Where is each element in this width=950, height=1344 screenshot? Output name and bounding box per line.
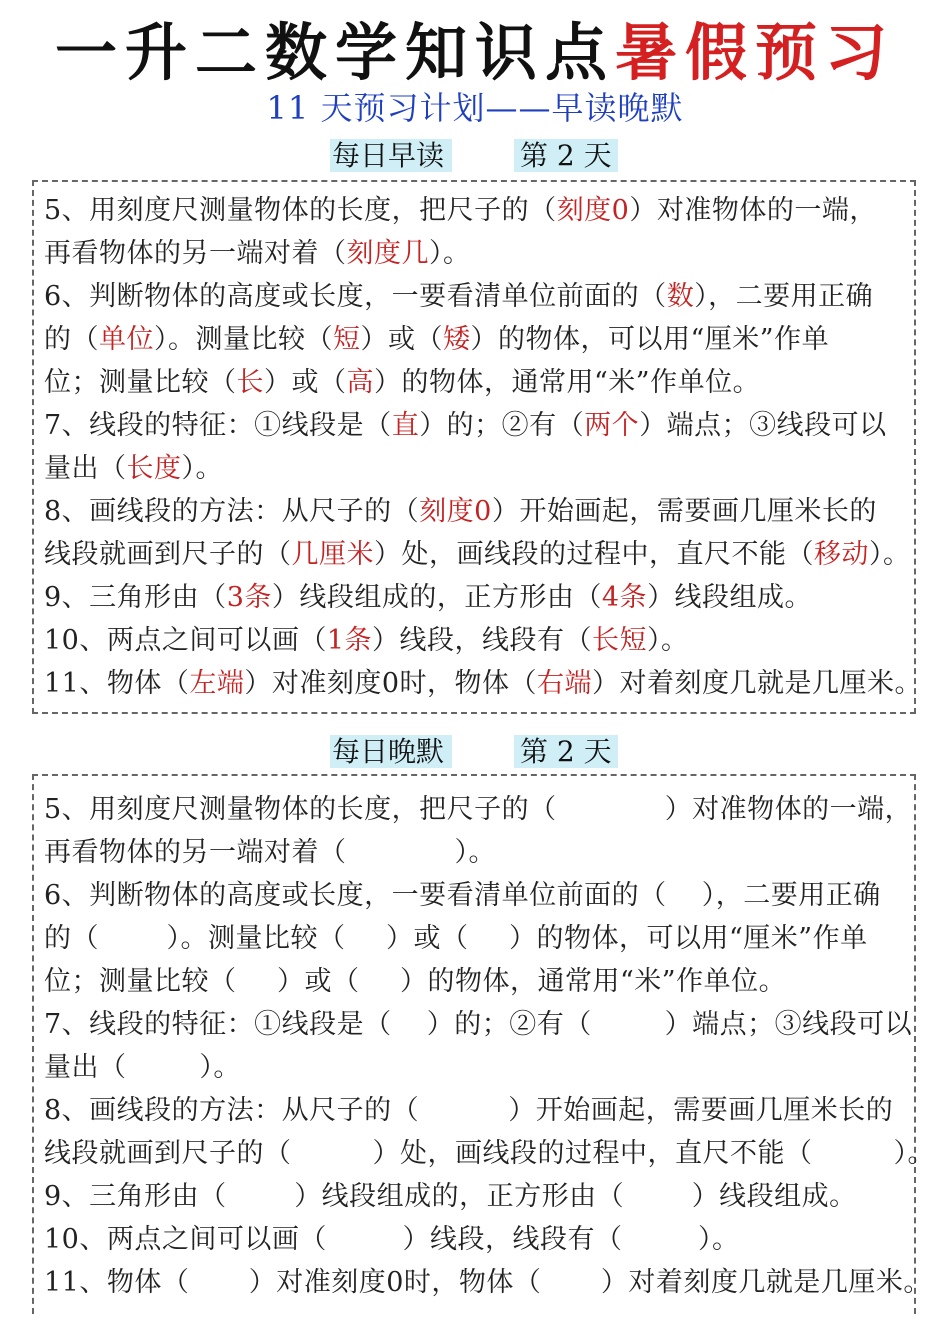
answer-text: 刻度0 bbox=[556, 195, 630, 226]
text-segment: 量出（ bbox=[44, 1052, 127, 1083]
text-segment: ）。 bbox=[869, 539, 911, 570]
answer-text: 移动 bbox=[814, 539, 869, 570]
text-segment: ）。 bbox=[454, 837, 496, 868]
text-segment: 的（ bbox=[44, 324, 99, 355]
evening-item-6-line-3 bbox=[44, 960, 914, 1003]
answer-text: 长短 bbox=[592, 625, 648, 656]
morning-item-6-line-2 bbox=[44, 318, 914, 361]
text-segment: 11、物体（ bbox=[44, 668, 190, 699]
morning-heading bbox=[330, 136, 618, 176]
text-segment: 6、判断物体的高度或长度，一要看清单位前面的（ bbox=[44, 880, 667, 911]
subtitle: 11 天预习计划——早读晚默 bbox=[266, 89, 684, 127]
evening-item-8-line-2 bbox=[44, 1132, 935, 1175]
evening-item-7-line-2 bbox=[44, 1046, 914, 1089]
text-segment: 再看物体的另一端对着（ bbox=[44, 238, 347, 269]
title-black: 一升二数学知识点 bbox=[54, 18, 615, 88]
evening-item-8-line-1 bbox=[44, 1089, 914, 1132]
text-segment: ）端点；③线段可以 bbox=[639, 410, 887, 441]
answer-text: 短 bbox=[333, 324, 361, 355]
text-segment: ），二要用正确 bbox=[694, 281, 874, 312]
text-segment: ）的；②有（ bbox=[426, 1009, 592, 1040]
text-segment: 7、线段的特征：①线段是（ bbox=[44, 410, 392, 441]
morning-day: 第 2 天 bbox=[514, 139, 618, 172]
text-segment: ）对准刻度0时，物体（ bbox=[244, 668, 538, 699]
text-segment: ）或（ bbox=[277, 966, 360, 997]
text-segment: ）线段组成。 bbox=[691, 1181, 857, 1212]
answer-text: 数 bbox=[666, 281, 695, 312]
text-segment: ）。 bbox=[199, 1052, 241, 1083]
morning-item-7-line-2 bbox=[44, 447, 914, 490]
evening-item-9-line-1 bbox=[44, 1175, 914, 1218]
morning-item-9-line-1 bbox=[44, 576, 914, 619]
text-segment: 位；测量比较（ bbox=[44, 367, 237, 398]
evening-item-5-line-1 bbox=[44, 788, 914, 831]
evening-item-5-line-2 bbox=[44, 831, 914, 874]
text-segment: ）线段组成的，正方形由（ bbox=[294, 1181, 625, 1212]
text-segment: 线段就画到尺子的（ bbox=[44, 1138, 292, 1169]
answer-text: 3条 bbox=[226, 582, 272, 613]
answer-text: 两个 bbox=[584, 410, 640, 441]
evening-item-10-line-1 bbox=[44, 1218, 914, 1261]
text-segment: 6、判断物体的高度或长度，一要看清单位前面的（ bbox=[44, 281, 667, 312]
text-segment: 9、三角形由（ bbox=[44, 1181, 227, 1212]
text-segment: ）的物体，可以用“厘米”作单 bbox=[470, 324, 830, 355]
morning-item-5-line-2 bbox=[44, 232, 914, 275]
answer-text: 单位 bbox=[99, 324, 154, 355]
text-segment: ）。 bbox=[429, 238, 471, 269]
answer-text: 矮 bbox=[443, 324, 471, 355]
evening-day: 第 2 天 bbox=[514, 735, 618, 768]
text-segment: ）对准刻度0时，物体（ bbox=[248, 1267, 542, 1298]
text-segment: ）线段组成的，正方形由（ bbox=[271, 582, 602, 613]
text-segment: ）线段组成。 bbox=[647, 582, 813, 613]
morning-item-7-line-1 bbox=[44, 404, 914, 447]
text-segment: ）的物体，通常用“米”作单位。 bbox=[374, 367, 761, 398]
text-segment: ）的物体，通常用“米”作单位。 bbox=[400, 966, 787, 997]
text-segment: ）线段，线段有（ bbox=[402, 1224, 623, 1255]
evening-label: 每日晚默 bbox=[330, 735, 452, 768]
text-segment: ）。 bbox=[181, 453, 223, 484]
text-segment: ）开始画起，需要画几厘米长的 bbox=[508, 1095, 894, 1126]
text-segment: ）开始画起，需要画几厘米长的 bbox=[491, 496, 877, 527]
text-segment: ）的；②有（ bbox=[419, 410, 585, 441]
morning-item-10-line-1 bbox=[44, 619, 914, 662]
text-segment: 7、线段的特征：①线段是（ bbox=[44, 1009, 392, 1040]
answer-text: 右端 bbox=[537, 668, 593, 699]
text-segment: 8、画线段的方法：从尺子的（ bbox=[44, 496, 420, 527]
text-segment: 5、用刻度尺测量物体的长度，把尺子的（ bbox=[44, 794, 557, 825]
text-segment: ）或（ bbox=[360, 324, 443, 355]
text-segment: 的（ bbox=[44, 923, 99, 954]
text-segment: ）。测量比较（ bbox=[166, 923, 346, 954]
text-segment: 位；测量比较（ bbox=[44, 966, 237, 997]
text-segment: ）对准物体的一端， bbox=[664, 794, 913, 825]
answer-text: 长 bbox=[236, 367, 264, 398]
morning-label: 每日早读 bbox=[330, 139, 452, 172]
morning-item-5-line-1 bbox=[44, 189, 914, 232]
text-segment: 10、两点之间可以画（ bbox=[44, 1224, 327, 1255]
text-segment: 9、三角形由（ bbox=[44, 582, 227, 613]
evening-heading bbox=[330, 732, 618, 772]
text-segment: ）。 bbox=[647, 625, 689, 656]
morning-item-11-line-1 bbox=[44, 662, 923, 705]
morning-item-8-line-2 bbox=[44, 533, 914, 576]
text-segment: ）的物体，可以用“厘米”作单 bbox=[509, 923, 868, 954]
title-red: 暑假预习 bbox=[615, 18, 896, 88]
answer-text: 刻度几 bbox=[346, 238, 429, 269]
text-segment: 再看物体的另一端对着（ bbox=[44, 837, 347, 868]
answer-text: 4条 bbox=[601, 582, 648, 613]
text-segment: 8、画线段的方法：从尺子的（ bbox=[44, 1095, 420, 1126]
text-segment: ）。测量比较（ bbox=[154, 324, 333, 355]
text-segment: ）对准物体的一端， bbox=[629, 195, 877, 226]
evening-item-6-line-2 bbox=[44, 917, 914, 960]
text-segment: ）端点；③线段可以 bbox=[664, 1009, 913, 1040]
text-segment: 10、两点之间可以画（ bbox=[44, 625, 327, 656]
text-segment: ）对着刻度几就是几厘米。 bbox=[600, 1267, 931, 1298]
morning-item-6-line-1 bbox=[44, 275, 914, 318]
morning-item-6-line-3 bbox=[44, 361, 914, 404]
answer-text: 高 bbox=[346, 367, 374, 398]
text-segment: ）。 bbox=[698, 1224, 740, 1255]
morning-item-8-line-1 bbox=[44, 490, 914, 533]
text-segment: ）处，画线段的过程中，直尺不能（ bbox=[372, 1138, 813, 1169]
text-segment: ）。 bbox=[893, 1138, 935, 1169]
text-segment: ）或（ bbox=[264, 367, 347, 398]
text-segment: ）对着刻度几就是几厘米。 bbox=[592, 668, 923, 699]
text-segment: ）线段，线段有（ bbox=[372, 625, 593, 656]
text-segment: 量出（ bbox=[44, 453, 127, 484]
text-segment: 5、用刻度尺测量物体的长度，把尺子的（ bbox=[44, 195, 557, 226]
answer-text: 1条 bbox=[326, 625, 373, 656]
evening-item-11-line-1 bbox=[44, 1261, 931, 1304]
evening-item-7-line-1 bbox=[44, 1003, 914, 1046]
text-segment: 线段就画到尺子的（ bbox=[44, 539, 292, 570]
answer-text: 直 bbox=[391, 410, 420, 441]
page-title bbox=[0, 18, 950, 88]
text-segment: ）或（ bbox=[386, 923, 469, 954]
text-segment: ），二要用正确 bbox=[701, 880, 881, 911]
answer-text: 左端 bbox=[189, 668, 245, 699]
text-segment: ）处，画线段的过程中，直尺不能（ bbox=[374, 539, 814, 570]
text-segment: 11、物体（ bbox=[44, 1267, 190, 1298]
answer-text: 长度 bbox=[126, 453, 182, 484]
answer-text: 几厘米 bbox=[291, 539, 374, 570]
evening-item-6-line-1 bbox=[44, 874, 914, 917]
answer-text: 刻度0 bbox=[419, 496, 492, 527]
